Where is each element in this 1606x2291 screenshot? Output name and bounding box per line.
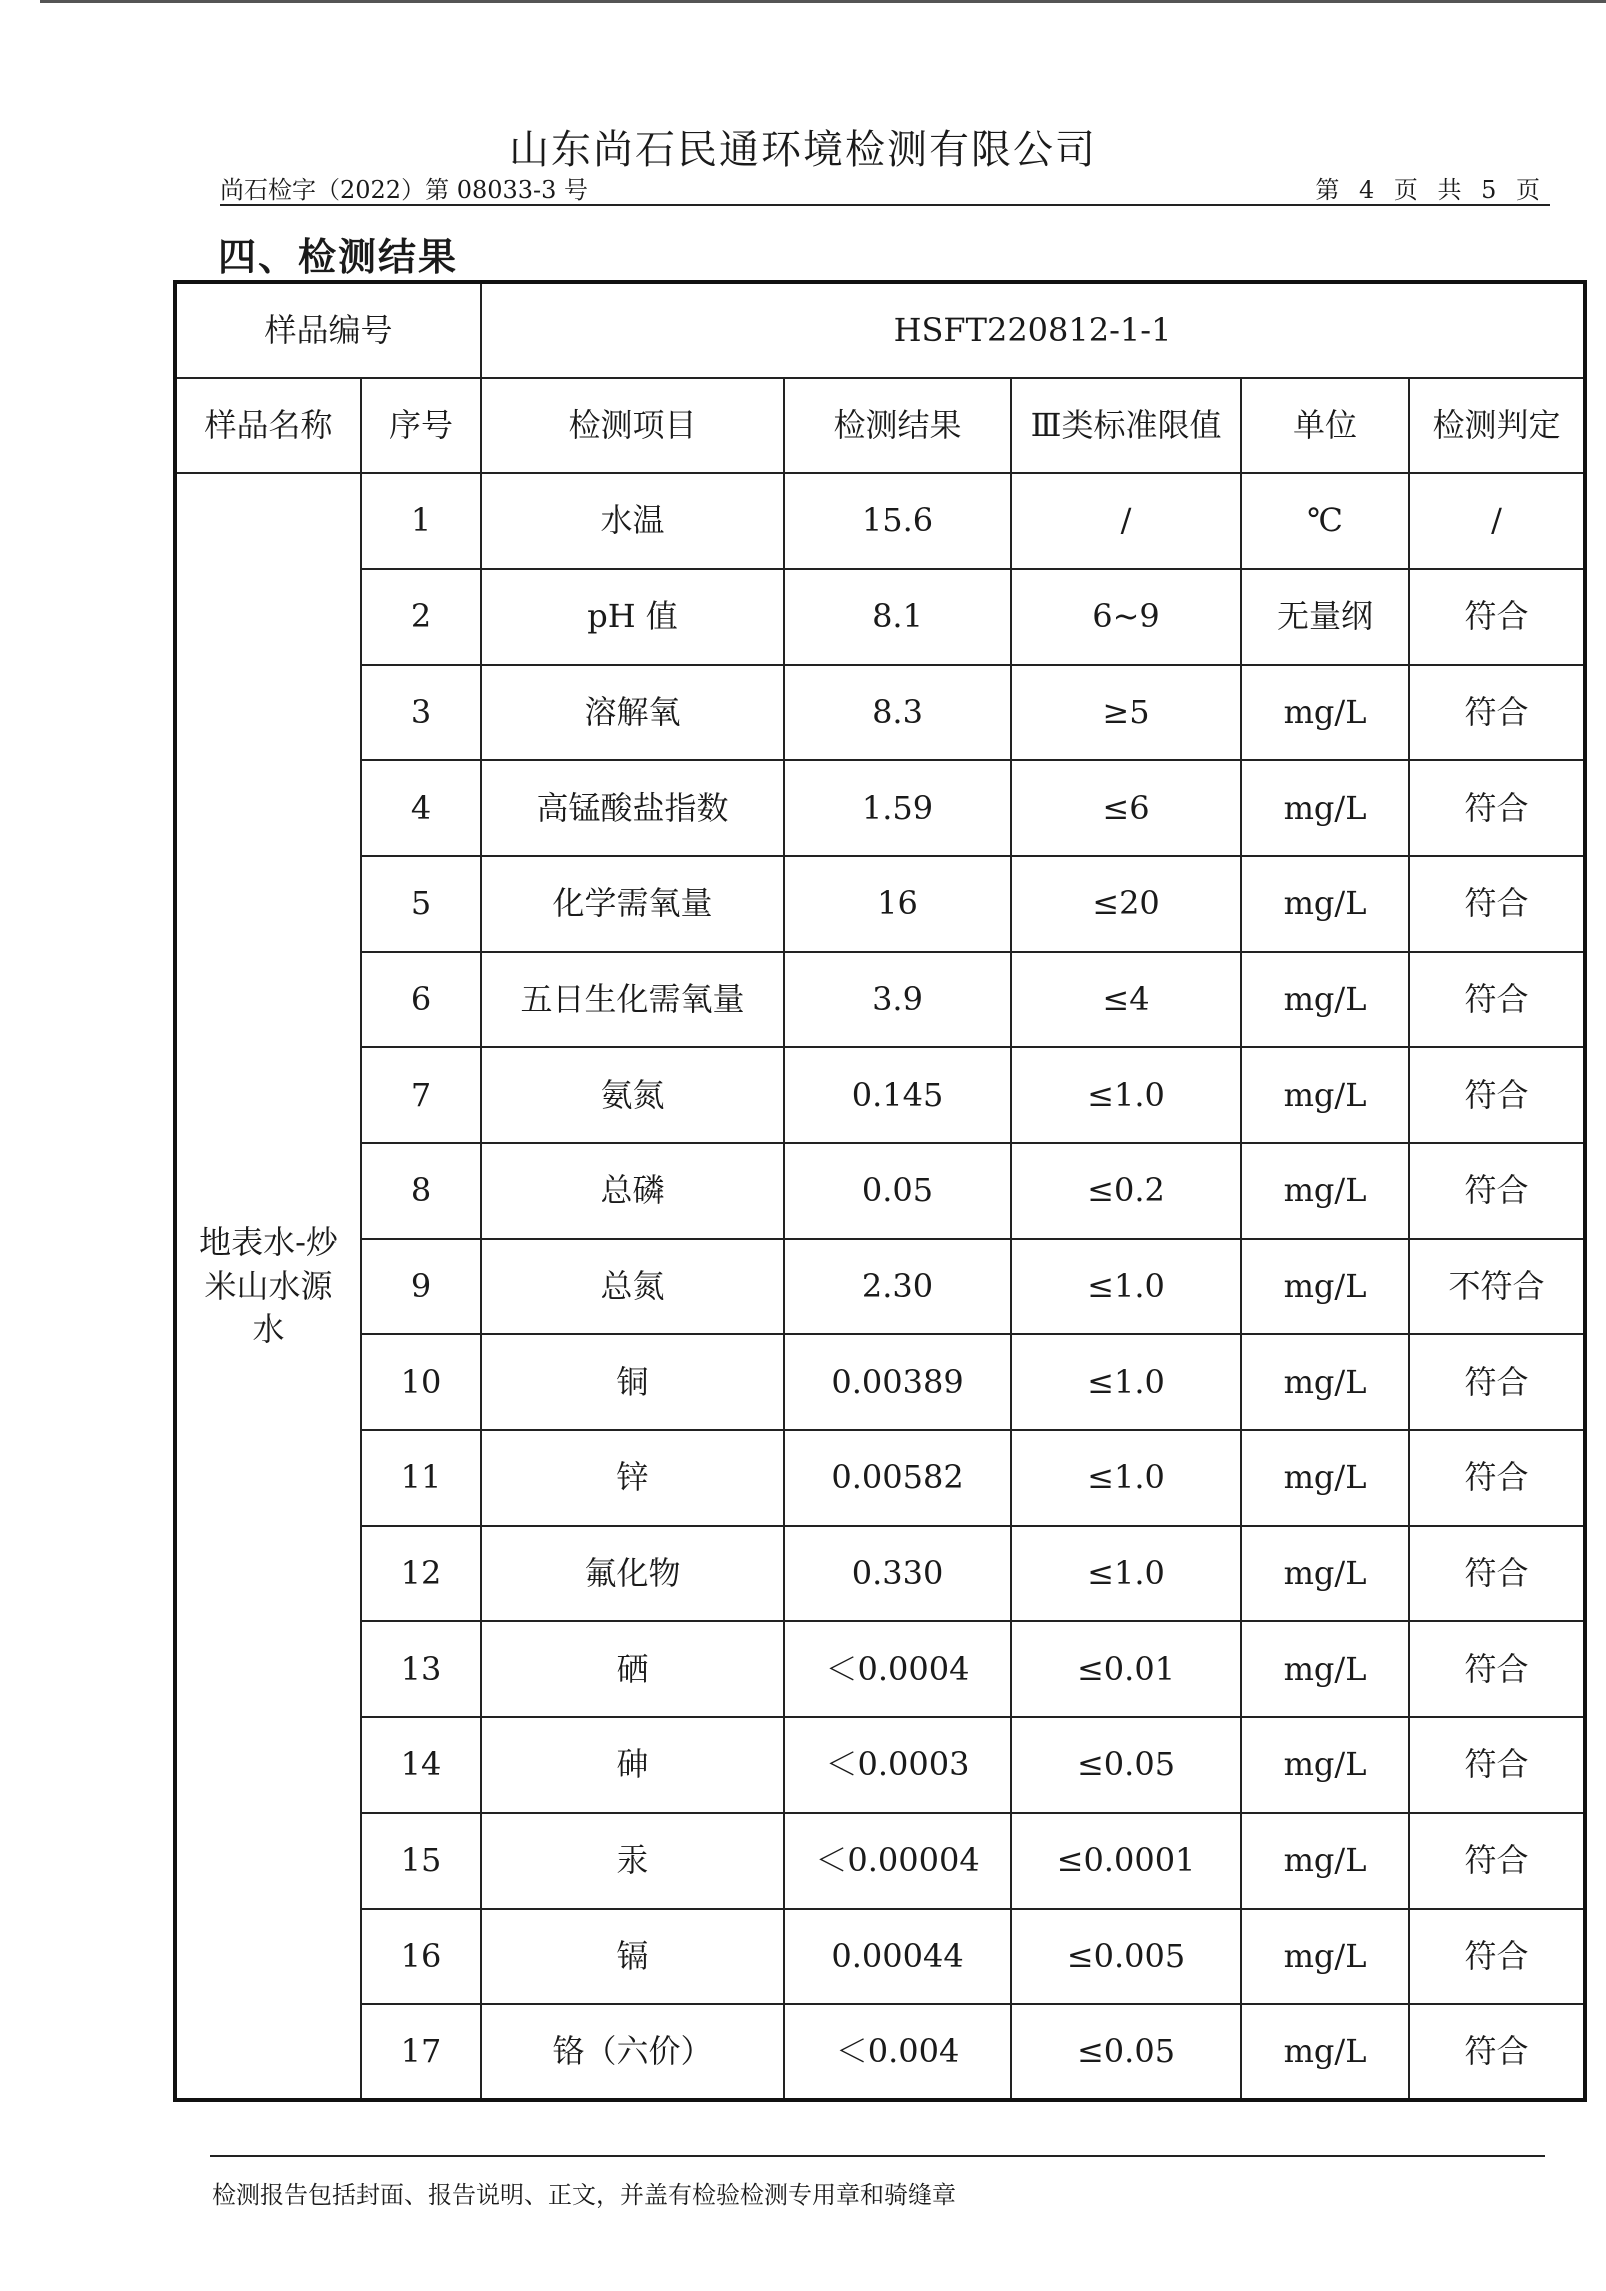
table-row (175, 1621, 1585, 1717)
judgment-cell: 符合 (1409, 856, 1585, 952)
column-header-sample-name: 样品名称 (175, 378, 361, 473)
test-result-cell: 8.3 (784, 665, 1011, 761)
report-number: 尚石检字（2022）第 08033-3 号 (220, 176, 589, 204)
judgment-cell: 符合 (1409, 1047, 1585, 1143)
test-item-cell: 高锰酸盐指数 (481, 760, 784, 856)
table-row (175, 1526, 1585, 1622)
test-item-cell: 硒 (481, 1621, 784, 1717)
unit-cell: mg/L (1241, 1143, 1409, 1239)
column-header-judgment: 检测判定 (1409, 378, 1585, 473)
table-row (175, 473, 1585, 569)
unit-cell: mg/L (1241, 1430, 1409, 1526)
test-item-cell: 氨氮 (481, 1047, 784, 1143)
table-row (175, 665, 1585, 761)
standard-limit-cell: ≤6 (1011, 760, 1241, 856)
row-no-cell: 17 (361, 2004, 481, 2100)
judgment-cell: 符合 (1409, 1430, 1585, 1526)
table-row (175, 760, 1585, 856)
results-table (173, 280, 1587, 2102)
page-top-edge (40, 0, 1606, 3)
sample-number-label: 样品编号 (175, 282, 481, 378)
sample-number-row (175, 282, 1585, 378)
unit-cell: mg/L (1241, 1334, 1409, 1430)
row-no-cell: 11 (361, 1430, 481, 1526)
standard-limit-cell: 6~9 (1011, 569, 1241, 665)
judgment-cell: 符合 (1409, 1143, 1585, 1239)
row-no-cell: 5 (361, 856, 481, 952)
standard-limit-cell: ≤20 (1011, 856, 1241, 952)
test-result-cell: 1.59 (784, 760, 1011, 856)
table-row (175, 2004, 1585, 2100)
test-result-cell: ＜0.00004 (784, 1813, 1011, 1909)
row-no-cell: 3 (361, 665, 481, 761)
test-item-cell: 五日生化需氧量 (481, 952, 784, 1048)
column-header-result: 检测结果 (784, 378, 1011, 473)
test-result-cell: 15.6 (784, 473, 1011, 569)
company-name: 山东尚石民通环境检测有限公司 (509, 127, 1097, 173)
column-header-item: 检测项目 (481, 378, 784, 473)
row-no-cell: 2 (361, 569, 481, 665)
judgment-cell: 符合 (1409, 2004, 1585, 2100)
unit-cell: mg/L (1241, 665, 1409, 761)
page-number: 第 4 页 共 5 页 (1315, 176, 1546, 204)
test-item-cell: 总磷 (481, 1143, 784, 1239)
test-result-cell: 0.00582 (784, 1430, 1011, 1526)
judgment-cell: 符合 (1409, 1621, 1585, 1717)
standard-limit-cell: ≤0.05 (1011, 2004, 1241, 2100)
unit-cell: mg/L (1241, 760, 1409, 856)
test-result-cell: 0.145 (784, 1047, 1011, 1143)
table-row (175, 952, 1585, 1048)
unit-cell: mg/L (1241, 2004, 1409, 2100)
standard-limit-cell: ≤4 (1011, 952, 1241, 1048)
table-row (175, 1047, 1585, 1143)
judgment-cell: 符合 (1409, 1717, 1585, 1813)
unit-cell: mg/L (1241, 1909, 1409, 2005)
judgment-cell: 符合 (1409, 665, 1585, 761)
standard-limit-cell: ≤1.0 (1011, 1239, 1241, 1335)
standard-limit-cell: ≤1.0 (1011, 1526, 1241, 1622)
sample-number-value: HSFT220812-1-1 (481, 282, 1585, 378)
test-result-cell: 0.330 (784, 1526, 1011, 1622)
judgment-cell: 符合 (1409, 569, 1585, 665)
test-item-cell: 溶解氧 (481, 665, 784, 761)
standard-limit-cell: ≤1.0 (1011, 1334, 1241, 1430)
unit-cell: mg/L (1241, 1239, 1409, 1335)
judgment-cell: 符合 (1409, 1526, 1585, 1622)
unit-cell: mg/L (1241, 1621, 1409, 1717)
test-item-cell: 铬（六价） (481, 2004, 784, 2100)
row-no-cell: 1 (361, 473, 481, 569)
table-row (175, 856, 1585, 952)
table-row (175, 1430, 1585, 1526)
table-row (175, 1717, 1585, 1813)
test-result-cell: 8.1 (784, 569, 1011, 665)
unit-cell: mg/L (1241, 1813, 1409, 1909)
sample-name-cell: 地表水-炒米山水源水 (175, 473, 361, 2100)
unit-cell: mg/L (1241, 856, 1409, 952)
test-result-cell: ＜0.0003 (784, 1717, 1011, 1813)
standard-limit-cell: ≤0.05 (1011, 1717, 1241, 1813)
judgment-cell: 符合 (1409, 1334, 1585, 1430)
unit-cell: mg/L (1241, 952, 1409, 1048)
judgment-cell: / (1409, 473, 1585, 569)
unit-cell: 无量纲 (1241, 569, 1409, 665)
standard-limit-cell: ≤1.0 (1011, 1047, 1241, 1143)
test-item-cell: 镉 (481, 1909, 784, 2005)
row-no-cell: 14 (361, 1717, 481, 1813)
header-divider (220, 204, 1550, 206)
row-no-cell: 8 (361, 1143, 481, 1239)
test-result-cell: 0.00389 (784, 1334, 1011, 1430)
row-no-cell: 15 (361, 1813, 481, 1909)
footer-divider (210, 2155, 1545, 2157)
row-no-cell: 7 (361, 1047, 481, 1143)
test-result-cell: 3.9 (784, 952, 1011, 1048)
unit-cell: mg/L (1241, 1717, 1409, 1813)
section-title: 四、检测结果 (218, 234, 459, 279)
row-no-cell: 12 (361, 1526, 481, 1622)
row-no-cell: 13 (361, 1621, 481, 1717)
test-result-cell: 16 (784, 856, 1011, 952)
row-no-cell: 10 (361, 1334, 481, 1430)
standard-limit-cell: ≥5 (1011, 665, 1241, 761)
footer-note: 检测报告包括封面、报告说明、正文，并盖有检验检测专用章和骑缝章 (212, 2181, 956, 2209)
table-row (175, 569, 1585, 665)
test-item-cell: 总氮 (481, 1239, 784, 1335)
test-result-cell: ＜0.004 (784, 2004, 1011, 2100)
table-row (175, 1239, 1585, 1335)
standard-limit-cell: ≤0.2 (1011, 1143, 1241, 1239)
row-no-cell: 6 (361, 952, 481, 1048)
judgment-cell: 不符合 (1409, 1239, 1585, 1335)
column-header-limit: Ⅲ类标准限值 (1011, 378, 1241, 473)
standard-limit-cell: ≤1.0 (1011, 1430, 1241, 1526)
standard-limit-cell: ≤0.0001 (1011, 1813, 1241, 1909)
standard-limit-cell: / (1011, 473, 1241, 569)
judgment-cell: 符合 (1409, 1909, 1585, 2005)
test-result-cell: 0.00044 (784, 1909, 1011, 2005)
judgment-cell: 符合 (1409, 1813, 1585, 1909)
row-no-cell: 16 (361, 1909, 481, 2005)
table-row (175, 1334, 1585, 1430)
test-item-cell: 水温 (481, 473, 784, 569)
table-row (175, 1143, 1585, 1239)
row-no-cell: 9 (361, 1239, 481, 1335)
column-header-unit: 单位 (1241, 378, 1409, 473)
test-item-cell: 化学需氧量 (481, 856, 784, 952)
table-row (175, 1813, 1585, 1909)
standard-limit-cell: ≤0.005 (1011, 1909, 1241, 2005)
table-row (175, 1909, 1585, 2005)
judgment-cell: 符合 (1409, 952, 1585, 1048)
unit-cell: mg/L (1241, 1047, 1409, 1143)
unit-cell: mg/L (1241, 1526, 1409, 1622)
column-header-row (175, 378, 1585, 473)
test-item-cell: 铜 (481, 1334, 784, 1430)
test-item-cell: 锌 (481, 1430, 784, 1526)
test-result-cell: 0.05 (784, 1143, 1011, 1239)
test-item-cell: 氟化物 (481, 1526, 784, 1622)
standard-limit-cell: ≤0.01 (1011, 1621, 1241, 1717)
row-no-cell: 4 (361, 760, 481, 856)
test-item-cell: 砷 (481, 1717, 784, 1813)
test-result-cell: ＜0.0004 (784, 1621, 1011, 1717)
test-item-cell: 汞 (481, 1813, 784, 1909)
unit-cell: ℃ (1241, 473, 1409, 569)
test-item-cell: pH 值 (481, 569, 784, 665)
test-result-cell: 2.30 (784, 1239, 1011, 1335)
judgment-cell: 符合 (1409, 760, 1585, 856)
column-header-no: 序号 (361, 378, 481, 473)
